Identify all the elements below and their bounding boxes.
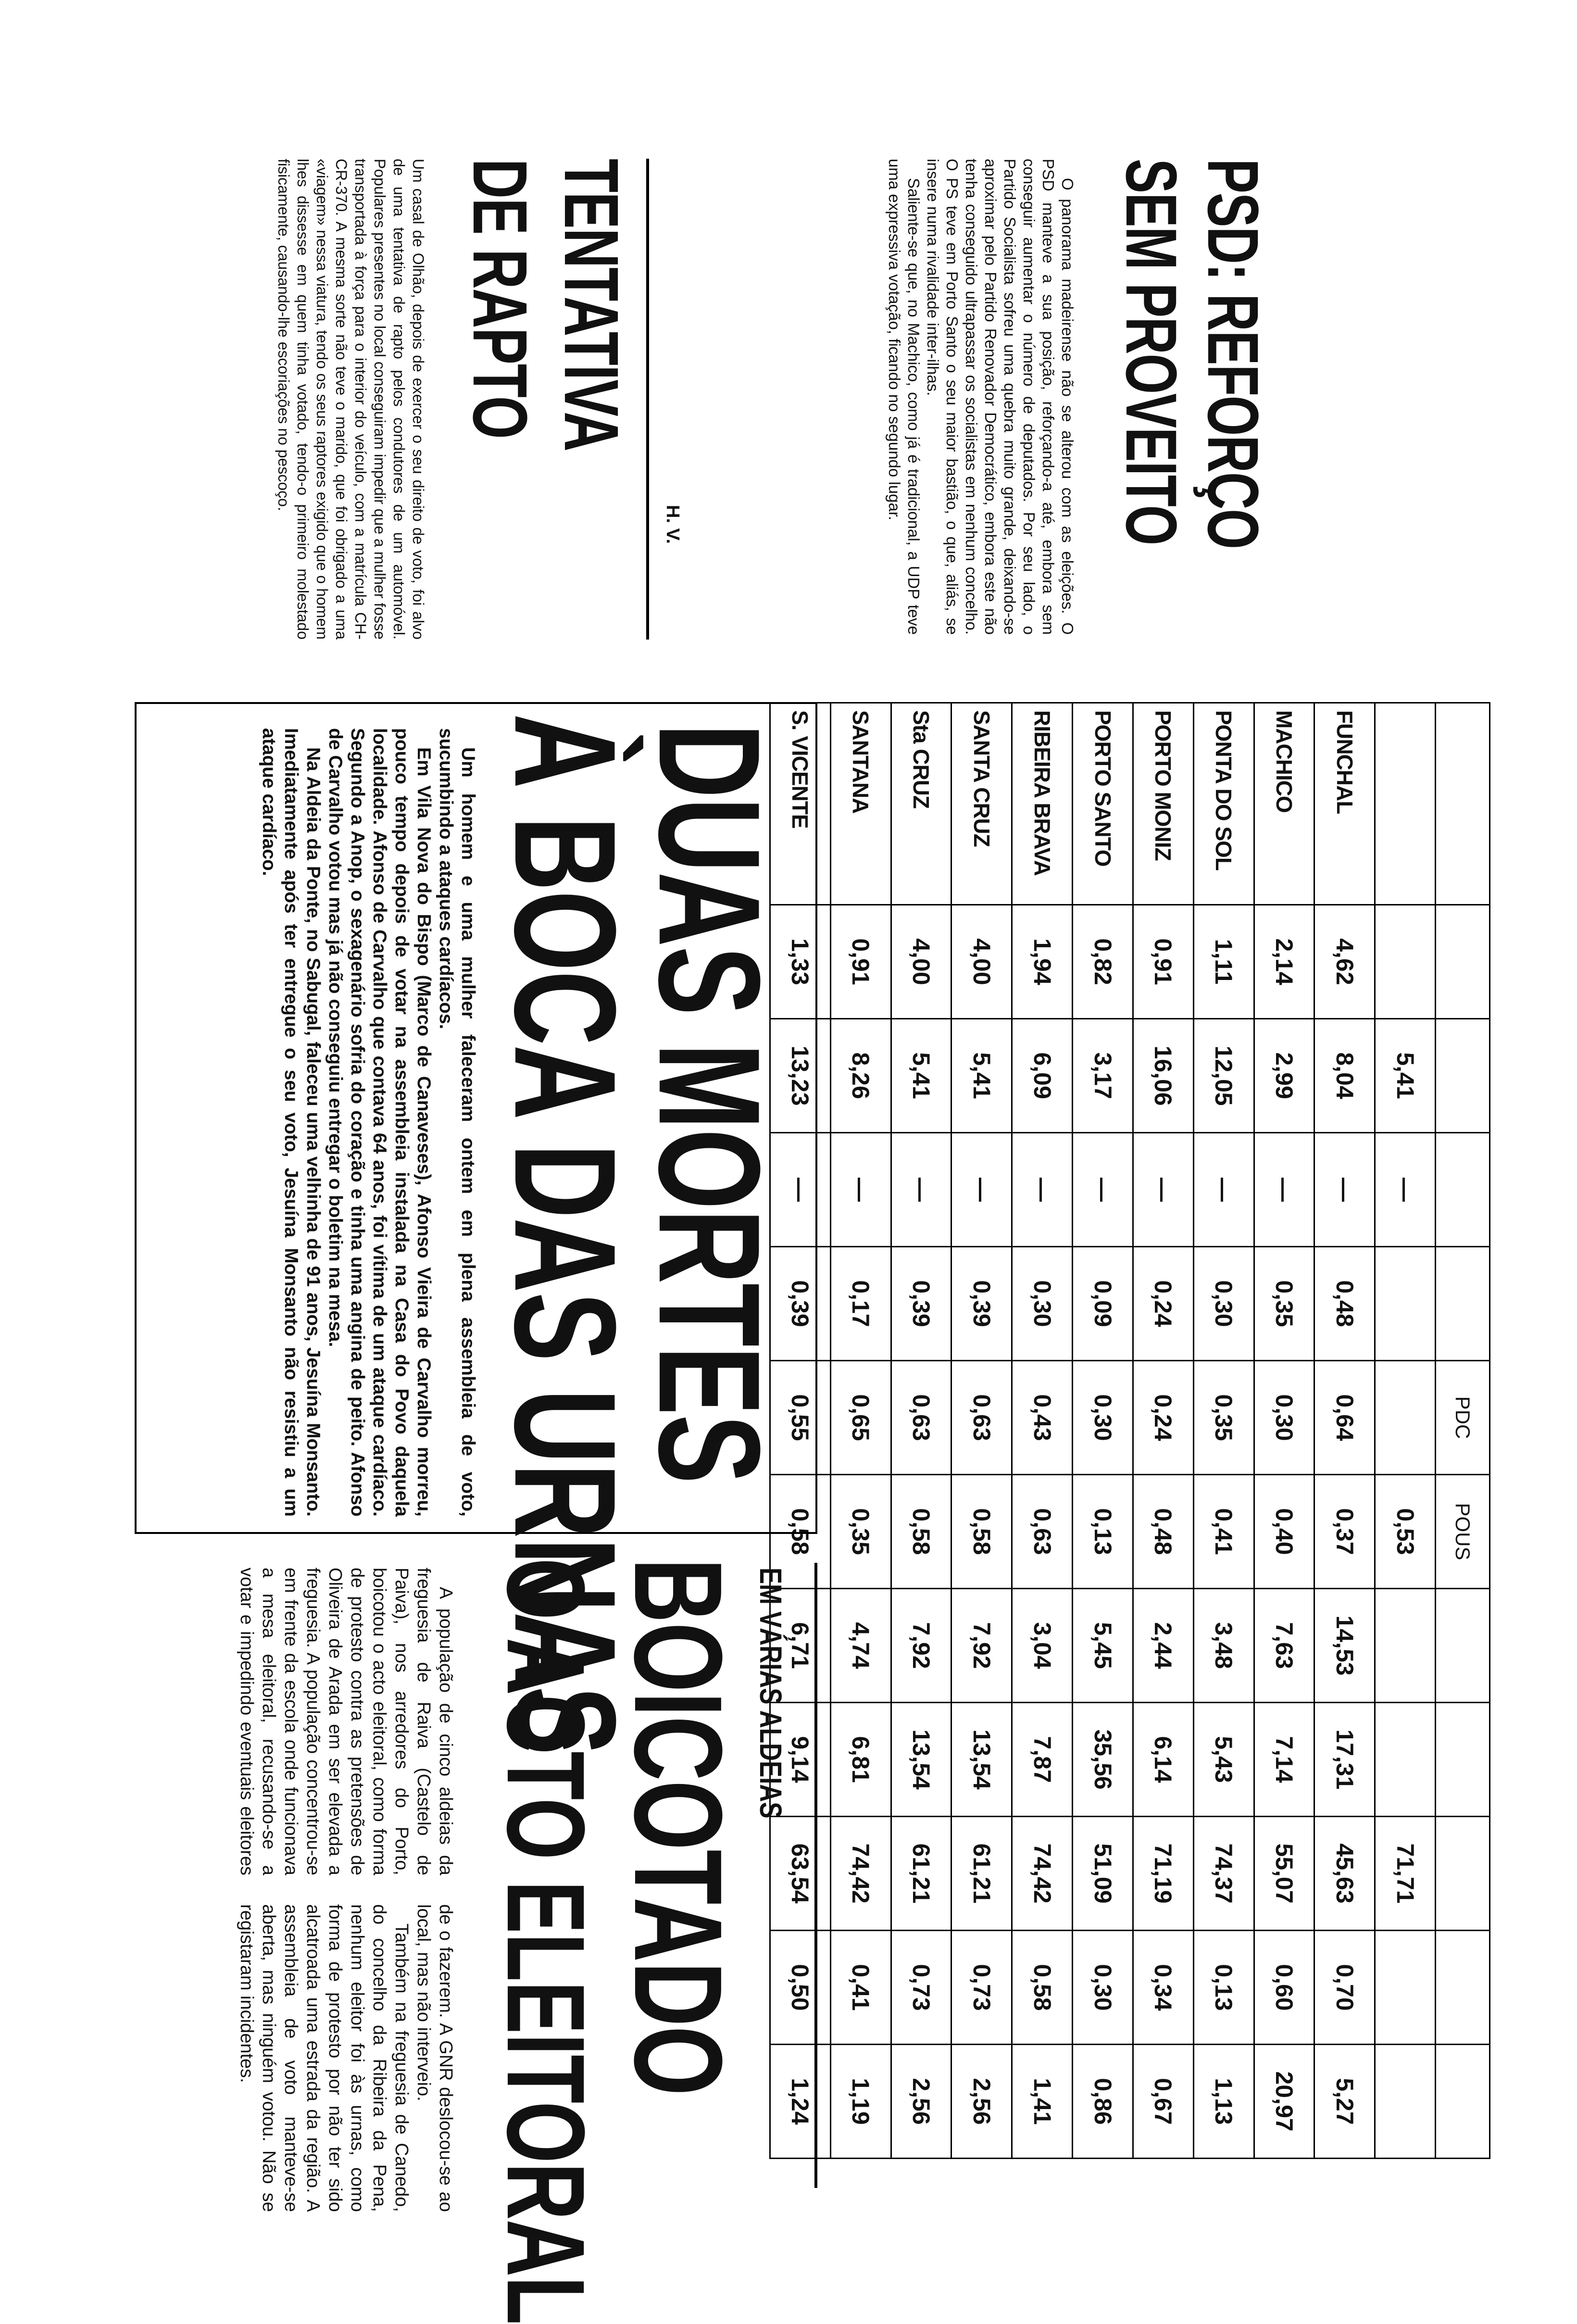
table-cell: 0,58 [770, 1475, 831, 1589]
table-cell: 0,30 [1073, 1361, 1133, 1475]
table-cell: 14,53 [1314, 1589, 1375, 1703]
table-cell: — [1193, 1133, 1254, 1247]
municipality-name [1375, 703, 1436, 905]
tentativa-headline-line1: TENTATIVA [549, 159, 635, 451]
table-cell: 71,71 [1375, 1817, 1436, 1931]
municipality-name: Sta CRUZ [891, 703, 951, 905]
column-header [1436, 1019, 1490, 1133]
column-header [1436, 1589, 1490, 1703]
table-cell: 74,37 [1193, 1817, 1254, 1931]
column-header [1436, 905, 1490, 1019]
table-cell: — [1375, 1133, 1436, 1247]
table-cell: 5,45 [1073, 1589, 1133, 1703]
table-cell: — [770, 1133, 831, 1247]
table-cell: — [1012, 1133, 1073, 1247]
table-cell: 61,21 [891, 1817, 951, 1931]
table-cell: 1,11 [1193, 905, 1254, 1019]
table-cell: 0,40 [1254, 1475, 1314, 1589]
table-cell: — [1073, 1133, 1133, 1247]
table-cell: 5,41 [1375, 1019, 1436, 1133]
table-cell: 5,41 [891, 1019, 951, 1133]
table-cell: 7,14 [1254, 1703, 1314, 1817]
table-cell [1375, 1703, 1436, 1817]
psd-paragraph: O panorama madeirense não se alterou com as eleições. O PSD manteve a sua posição, reforçando-a até, embora sem conseguir aumentar o número de deputados. Por seu lado, o Partido Socialista sofreu uma quebra muito grande, deixando-se aproximar pelo Partido Renovador Democrático, embora este não tenha conseguido ultrapassar os socialistas em nenhum concelho. O PS teve em Porto Santo o seu maior bastião, o que, aliás, se insere numa rivalidade inter-ilhas. [924, 159, 1076, 635]
psd-article-body [885, 159, 1077, 635]
table-cell: 0,82 [1073, 905, 1133, 1019]
table-cell: 0,67 [1133, 2045, 1193, 2159]
boicote-paragraph: A população de cinco aldeias da freguesia de Raiva (Castelo de Paiva), nos arredores do Porto, boicotou o acto eleitoral, como forma de protesto contra as pretensões de Oliveira de Arada em ser elevada a freguesia. A população concentrou-se em frente da escola onde funcionava a mesa eleitoral, recusando-se a votar e impedindo eventuais eleitores de o fazerem. A GNR deslocou-se ao local, mas não interveio. [237, 1568, 456, 2212]
table-cell: 13,23 [770, 1019, 831, 1133]
table-cell: 13,54 [951, 1703, 1012, 1817]
table-cell: 63,54 [770, 1817, 831, 1931]
table-cell: 0,48 [1314, 1247, 1375, 1361]
table-cell: 7,92 [951, 1589, 1012, 1703]
table-cell: 0,63 [891, 1361, 951, 1475]
table-cell: 0,73 [891, 1931, 951, 2045]
column-header [1436, 1931, 1490, 2045]
table-cell: 0,30 [1254, 1361, 1314, 1475]
tentativa-headline-line2: DE RAPTO [457, 159, 543, 439]
table-cell: 0,63 [951, 1361, 1012, 1475]
table-cell: 0,58 [891, 1475, 951, 1589]
table-cell [1375, 905, 1436, 1019]
table-cell: — [830, 1133, 891, 1247]
boicote-headline-line2: O ACTO ELEITORAL [484, 1558, 608, 2324]
municipality-name: PORTO MONIZ [1133, 703, 1193, 905]
table-cell: 0,30 [1073, 1931, 1133, 2045]
table-cell: — [1254, 1133, 1314, 1247]
table-cell: 0,13 [1073, 1475, 1133, 1589]
table-cell: 0,63 [1012, 1475, 1073, 1589]
table-cell: 2,56 [891, 2045, 951, 2159]
table-cell: 51,09 [1073, 1817, 1133, 1931]
table-cell: 17,31 [1314, 1703, 1375, 1817]
table-cell: 74,42 [830, 1817, 891, 1931]
table-cell: 0,48 [1133, 1475, 1193, 1589]
table-cell [1375, 1589, 1436, 1703]
table-cell: 6,81 [830, 1703, 891, 1817]
table-cell: 2,56 [951, 2045, 1012, 2159]
table-cell: 0,58 [951, 1475, 1012, 1589]
table-row [1314, 703, 1375, 2159]
table-cell: 4,74 [830, 1589, 891, 1703]
table-cell: 3,48 [1193, 1589, 1254, 1703]
table-row [891, 703, 951, 2159]
table-cell: 9,14 [770, 1703, 831, 1817]
table-cell [1375, 1247, 1436, 1361]
table-cell: 0,91 [830, 905, 891, 1019]
table-cell: 0,53 [1375, 1475, 1436, 1589]
table-cell: 0,34 [1133, 1931, 1193, 2045]
table-cell: — [891, 1133, 951, 1247]
municipality-name: MACHICO [1254, 703, 1314, 905]
table-cell: 1,94 [1012, 905, 1073, 1019]
table-cell: 16,06 [1133, 1019, 1193, 1133]
table-cell: 1,13 [1193, 2045, 1254, 2159]
table-cell: 0,64 [1314, 1361, 1375, 1475]
table-cell: 5,43 [1193, 1703, 1254, 1817]
municipality-name: PORTO SANTO [1073, 703, 1133, 905]
column-header: PDC [1436, 1361, 1490, 1475]
table-row [951, 703, 1012, 2159]
table-cell: 0,37 [1314, 1475, 1375, 1589]
table-cell: 6,09 [1012, 1019, 1073, 1133]
municipality-name: SANTA CRUZ [951, 703, 1012, 905]
duas-paragraph: Em Vila Nova do Bispo (Marco de Canaveses), Afonso Vieira de Carvalho morreu, pouco tempo depois de votar na assembleia instalada na Casa do Povo daquela localidade. Afonso de Carvalho que contava 64 anos, foi vítima de um ataque cardíaco. Segundo a Anop, o sexagenário sofria do coração e tinha uma angina de peito. Afonso de Carvalho votou mas já não conseguiu entregar o boletim na mesa. [325, 728, 434, 1517]
table-cell: 0,65 [830, 1361, 891, 1475]
duas-paragraph: Um homem e uma mulher faleceram ontem em plena assembleia de voto, sucumbindo a ataques cardíacos. [436, 728, 478, 1517]
table-cell: 5,27 [1314, 2045, 1375, 2159]
left-column [91, 159, 1476, 640]
table-cell: 0,43 [1012, 1361, 1073, 1475]
table-row [1012, 703, 1073, 2159]
table-cell [1375, 1361, 1436, 1475]
table-cell: — [951, 1133, 1012, 1247]
table-cell: 45,63 [1314, 1817, 1375, 1931]
table-cell: 7,92 [891, 1589, 951, 1703]
table-cell: 7,87 [1012, 1703, 1073, 1817]
boicote-headline-line1: BOICOTADO [608, 1558, 748, 2096]
municipality-name: S. VICENTE [770, 703, 831, 905]
table-cell: 0,73 [951, 1931, 1012, 2045]
table-cell: 1,24 [770, 2045, 831, 2159]
table-cell: 0,39 [770, 1247, 831, 1361]
municipality-name: FUNCHAL [1314, 703, 1375, 905]
table-cell: 0,13 [1193, 1931, 1254, 2045]
table-cell: 20,97 [1254, 2045, 1314, 2159]
psd-headline-line2: SEM PROVEITO [1111, 159, 1192, 545]
table-cell: 0,70 [1314, 1931, 1375, 2045]
column-header: POUS [1436, 1475, 1490, 1589]
column-header [1436, 2045, 1490, 2159]
table-cell: 0,58 [1012, 1931, 1073, 2045]
table-cell [1375, 2045, 1436, 2159]
table-cell: 6,71 [770, 1589, 831, 1703]
table-cell: — [1133, 1133, 1193, 1247]
psd-author: H. V. [663, 505, 683, 544]
table-cell: 0,55 [770, 1361, 831, 1475]
table-cell: 0,09 [1073, 1247, 1133, 1361]
table-cell: 0,30 [1193, 1247, 1254, 1361]
table-cell: 71,19 [1133, 1817, 1193, 1931]
table-cell: 1,19 [830, 2045, 891, 2159]
psd-headline-line1: PSD: REFORÇO [1193, 159, 1274, 549]
table-cell: 12,05 [1193, 1019, 1254, 1133]
table-row [1133, 703, 1193, 2159]
table-cell: — [1314, 1133, 1375, 1247]
municipality-name: PONTA DO SOL [1193, 703, 1254, 905]
column-header [1436, 1247, 1490, 1361]
table-row [1193, 703, 1254, 2159]
table-body [770, 703, 1436, 2159]
column-header [1436, 1817, 1490, 1931]
table-row [1073, 703, 1133, 2159]
election-results-table [769, 702, 1490, 2159]
boicote-article-body [236, 1568, 457, 2212]
table-cell: 6,14 [1133, 1703, 1193, 1817]
table-cell: 1,33 [770, 905, 831, 1019]
boicote-paragraph: Também na freguesia de Canedo, do concelho da Ribeira da Pena, nenhum eleitor foi às urnas, como forma de protesto por não ter sido alcatroada uma estrada da região. A assembleia de voto manteve-se aberta, mas ninguém votou. Não se registaram incidentes. [237, 1904, 412, 2212]
table-cell: 13,54 [891, 1703, 951, 1817]
table-cell: 0,35 [1193, 1361, 1254, 1475]
psd-paragraph: Saliente-se que, no Machico, como já é tradicional, a UDP teve uma expressiva votação, ficando no segundo lugar. [886, 159, 923, 635]
table-cell: 3,17 [1073, 1019, 1133, 1133]
table-cell: 7,63 [1254, 1589, 1314, 1703]
table-row [1254, 703, 1314, 2159]
table-cell: 61,21 [951, 1817, 1012, 1931]
table-cell: 8,26 [830, 1019, 891, 1133]
municipality-name: SANTANA [830, 703, 891, 905]
table-cell: 5,41 [951, 1019, 1012, 1133]
table-cell: 0,35 [830, 1475, 891, 1589]
duas-headline-line1: DUAS MORTES [629, 723, 790, 1483]
table-cell: 2,44 [1133, 1589, 1193, 1703]
table-cell: 4,00 [951, 905, 1012, 1019]
duas-paragraph: Na Aldeia da Ponte, no Sabugal, faleceu uma velhinha de 91 anos, Jesuína Monsanto. Imediatamente após ter entregue o seu voto, Jesuína Monsanto não resistiu a um ataque cardíaco. [259, 728, 324, 1517]
column-header [1436, 703, 1490, 905]
table-cell: 0,30 [1012, 1247, 1073, 1361]
table-cell: 0,17 [830, 1247, 891, 1361]
divider [814, 1563, 817, 2188]
table-cell: 4,62 [1314, 905, 1375, 1019]
table-cell [1375, 1931, 1436, 2045]
table-cell: 1,41 [1012, 2045, 1073, 2159]
column-header [1436, 1133, 1490, 1247]
table-cell: 0,41 [1193, 1475, 1254, 1589]
column-header [1436, 1703, 1490, 1817]
tentativa-article-body: Um casal de Olhão, depois de exercer o seu direito de voto, foi alvo de uma tentativa de rapto pelos condutores de um automóvel. Populares presentes no local conseguiram impedir que a mulher fosse transportada à força para o interior do veículo, com a matrícula CH-CR-370. A mesma sorte não teve o marido, que foi obrigado a uma «viagem» nessa viatura, tendo os seus raptores exigido que o homem lhes dissesse em quem tinha votado, tendo-o primeiro molestado fisicamente, causando-lhe escoriações no pescoço. [275, 159, 427, 640]
table-cell: 0,50 [770, 1931, 831, 2045]
municipality-name: RIBEIRA BRAVA [1012, 703, 1073, 905]
table-header-row [1436, 703, 1490, 2159]
table-cell: 35,56 [1073, 1703, 1133, 1817]
table-cell: 2,14 [1254, 905, 1314, 1019]
table-cell: 55,07 [1254, 1817, 1314, 1931]
table-row [830, 703, 891, 2159]
boicote-kicker: EM VÁRIAS ALDEIAS [753, 1568, 788, 1819]
table-cell: 0,86 [1073, 2045, 1133, 2159]
table-cell: 8,04 [1314, 1019, 1375, 1133]
divider [646, 159, 649, 640]
table-cell: 0,91 [1133, 905, 1193, 1019]
table-cell: 0,41 [830, 1931, 891, 2045]
table-cell: 0,24 [1133, 1361, 1193, 1475]
table-cell: 74,42 [1012, 1817, 1073, 1931]
table-cell: 0,39 [951, 1247, 1012, 1361]
table-cell: 2,99 [1254, 1019, 1314, 1133]
table-cell: 4,00 [891, 905, 951, 1019]
table-cell: 3,04 [1012, 1589, 1073, 1703]
table-cell: 0,35 [1254, 1247, 1314, 1361]
duas-article-body [258, 728, 479, 1517]
table-cell: 0,39 [891, 1247, 951, 1361]
table-row [1375, 703, 1436, 2159]
table-cell: 0,24 [1133, 1247, 1193, 1361]
duas-headline-line2: À BOCA DAS URNAS [485, 714, 646, 1755]
table-cell: 0,60 [1254, 1931, 1314, 2045]
